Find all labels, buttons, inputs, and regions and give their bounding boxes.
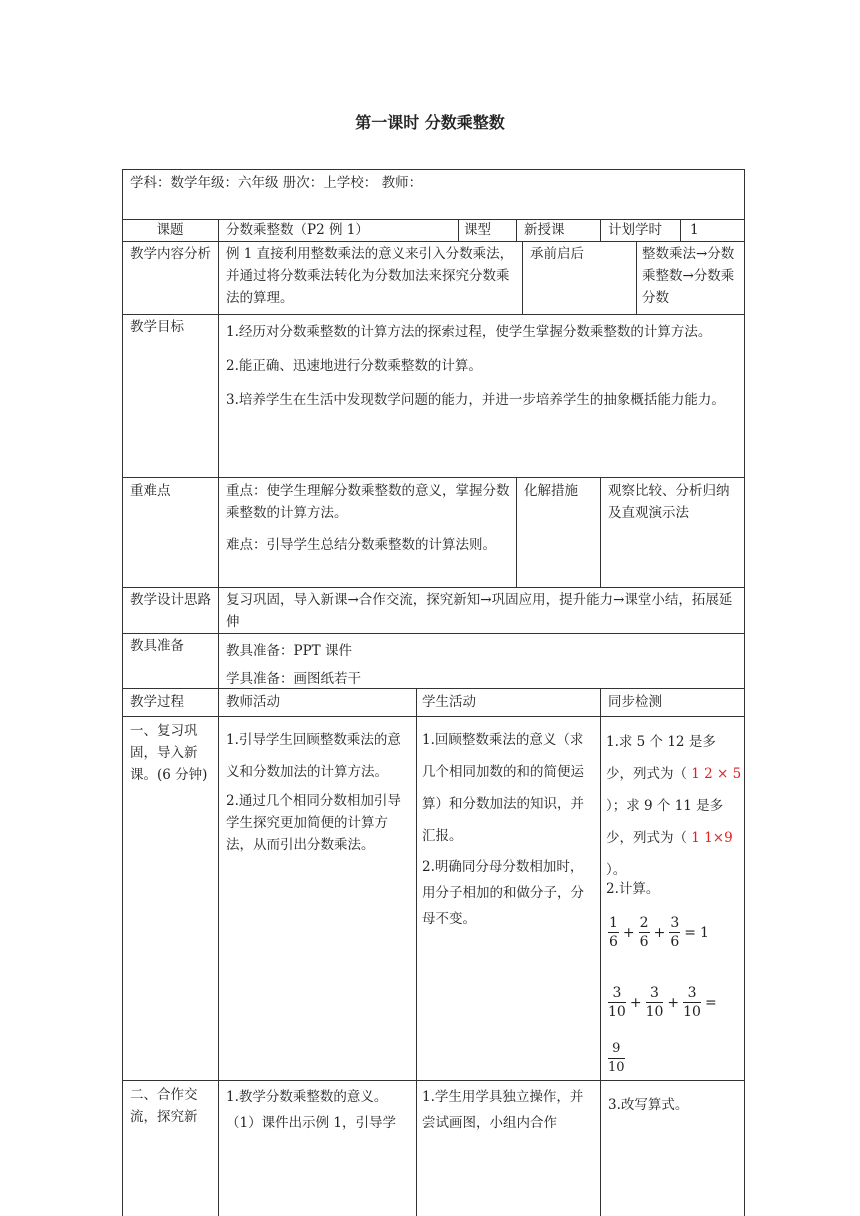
stage2-student: 1.学生用学具独立操作，并尝试画图，小组内合作: [422, 1089, 584, 1131]
stage1-check: 1.求 5 个 12 是多少，列式为（ 1 2 × 5 ）；求 9 个 11 是多少，列式为（ 1 1×9 ）。: [606, 734, 742, 878]
stage1-q2: 2.计算。: [606, 881, 660, 897]
teacher-step: 2.通过几个相同分数相加引导学生探究更加简便的计算方法，从而引出分数乘法。: [226, 793, 401, 853]
design-text: 复习巩固，导入新课→合作交流，探究新知→巩固应用，提升能力→课堂小结，拓展延伸: [226, 592, 733, 630]
goals-list: [226, 318, 740, 414]
hours-label: 计划学时: [608, 222, 662, 238]
type-label: 课型: [464, 222, 491, 238]
answer-2: 1 1×9: [691, 830, 733, 846]
stage1-student: [422, 724, 596, 932]
content-analysis-label: 教学内容分析: [130, 246, 211, 262]
goals-label: 教学目标: [130, 319, 184, 335]
content-analysis-text: 例 1 直接利用整数乘法的意义来引入分数乘法，并通过将分数乘法转化为分数加法来探究分数乘法的算理。: [226, 246, 514, 306]
equation-2-result: $\frac{9}{10}$: [608, 1041, 625, 1075]
key-point: 重点：使学生理解分数乘整数的意义，掌握分数乘整数的计算方法。: [226, 483, 510, 521]
answer-1: 1 2 × 5: [691, 766, 742, 782]
goal-item: 1.经历对分数乘整数的计算方法的探索过程，使学生掌握分数乘整数的计算方法。: [226, 324, 712, 340]
student-activity-header: 学生活动: [422, 694, 476, 710]
topic-label: 课题: [156, 222, 184, 238]
type-value: 新授课: [524, 222, 565, 238]
hours-value: 1: [690, 222, 699, 238]
equation-2: $\frac{3}{10}$ + $\frac{3}{10}$ + $\frac{3}{10}$ =: [608, 985, 717, 1020]
link-label: 承前启后: [530, 246, 584, 262]
goal-item: 2.能正确、迅速地进行分数乘整数的计算。: [226, 358, 482, 374]
keypoints-text: [226, 480, 514, 556]
teacher-prep: 教具准备：PPT 课件: [226, 643, 352, 659]
stage1-teacher: [226, 724, 410, 856]
equation-1: $\frac{1}{6}$ + $\frac{2}{6}$ + $\frac{3}{6}$ = 1: [609, 915, 709, 950]
sync-check-header: 同步检测: [608, 694, 662, 710]
prep-label: 教具准备: [130, 638, 184, 654]
teacher-step: 1.引导学生回顾整数乘法的意义和分数加法的计算方法。: [226, 732, 401, 780]
header-info: 学科：数学年级：六年级 册次：上学校： 教师：: [130, 175, 423, 191]
stage2-label: 二、合作交流，探究新: [130, 1087, 198, 1125]
stage2-teacher: 1.教学分数乘整数的意义。 （1）课件出示例 1，引导学: [226, 1089, 396, 1131]
goal-item: 3.培养学生在生活中发现数学问题的能力，并进一步培养学生的抽象概括能力能力。: [226, 392, 725, 408]
stage2-check: 3.改写算式。: [608, 1097, 689, 1113]
link-text: 整数乘法→分数乘整数→分数乘分数: [642, 246, 735, 306]
student-step: 2.明确同分母分数相加时，用分子相加的和做分子，分母不变。: [422, 859, 584, 927]
design-label: 教学设计思路: [130, 592, 211, 608]
method-label: 化解措施: [524, 483, 578, 499]
teacher-activity-header: 教师活动: [226, 694, 280, 710]
student-step: 1.回顾整数乘法的意义（求几个相同加数的和的简便运算）和分数加法的知识，并汇报。: [422, 732, 584, 844]
student-prep: 学具准备：画图纸若干: [226, 671, 361, 687]
stage1-label: 一、复习巩固，导入新课。(6 分钟): [130, 723, 208, 783]
process-label: 教学过程: [130, 694, 184, 710]
page-title: 第一课时 分数乘整数: [355, 113, 505, 132]
difficulty-point: 难点：引导学生总结分数乘整数的计算法则。: [226, 537, 496, 553]
prep-text: [226, 637, 740, 693]
keypoints-label: 重难点: [130, 483, 171, 499]
topic-value: 分数乘整数（P2 例 1）: [226, 222, 369, 238]
method-text: 观察比较、分析归纳及直观演示法: [608, 483, 730, 521]
